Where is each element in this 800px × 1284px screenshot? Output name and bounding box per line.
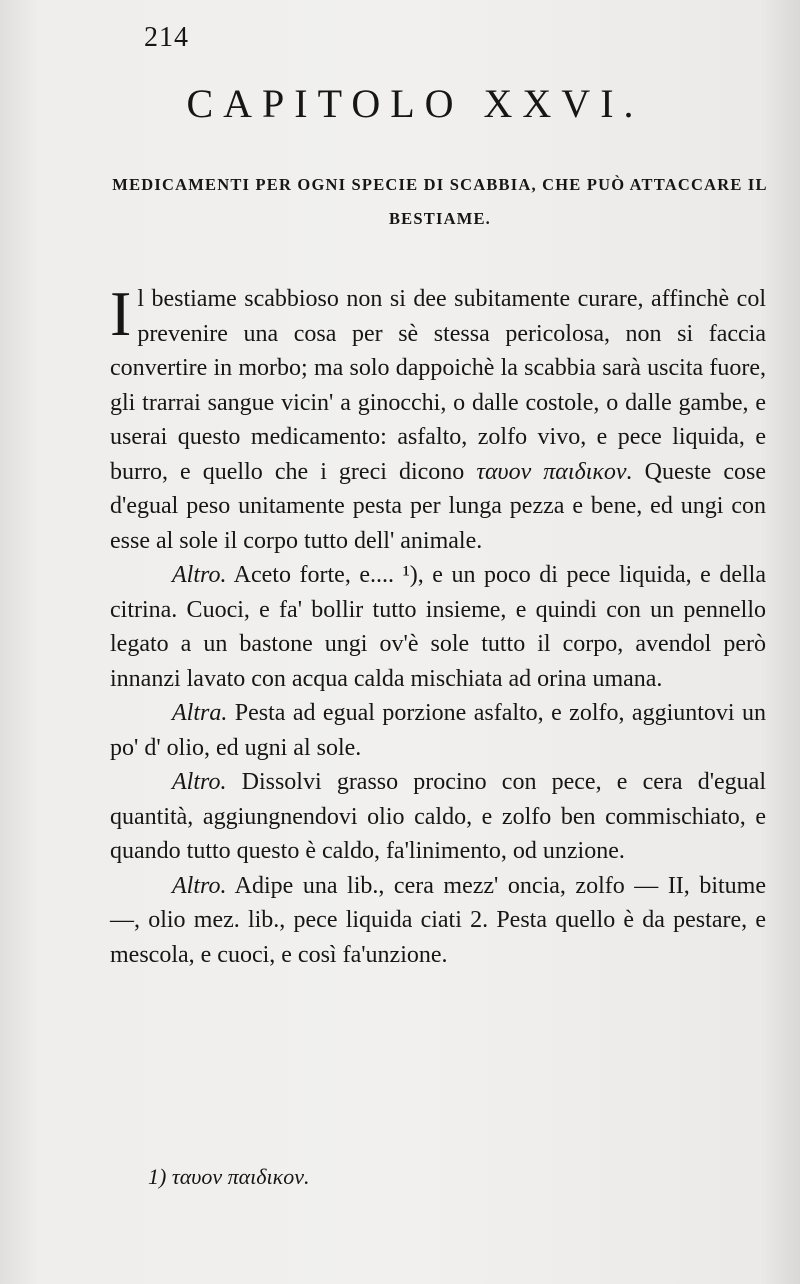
paragraph-3: [110, 696, 766, 765]
chapter-title: CAPITOLO XXVI.: [186, 81, 644, 126]
greek-term: ταυον παιδικον.: [476, 458, 633, 485]
paragraph-5: [110, 869, 766, 973]
body-text: [110, 278, 767, 972]
paragraph-4-text: Dissolvi grasso procino con pece, e cera d'egual quantità, aggiungnendovi olio caldo, e zolfo ben commischiato, e quando tutto questo è caldo, fa'linimento, od unzione.: [110, 769, 766, 864]
recipe-label: Altro.: [172, 872, 227, 899]
chapter-subtitle: MEDICAMENTI PER OGNI SPECIE DI SCABBIA, CHE PUÒ ATTACCARE IL BESTIAME.: [112, 175, 768, 228]
paragraph-1-text-a: l bestiame scabbioso non si dee subitamente curare, affinchè col prevenire una cosa per sè stessa pericolosa, non si faccia convertire in morbo; ma solo dappoichè la scabbia sarà uscita fuore, gli trarrai sangue vicin' a ginocchi, o dalle costole, o dalle gambe, e userai questo medicamento: asfalto, zolfo vivo, e pece liquida, e burro, e quello che i greci dicono: [110, 286, 766, 485]
recipe-label: Altra.: [172, 700, 228, 726]
recipe-label: Altro.: [172, 769, 227, 795]
paragraph-2-text: Aceto forte, e.... ¹), e un poco di pece liquida, e della citrina. Cuoci, e fa' bollir tutto insieme, e quindi con un pennello legato a un bastone ungi ov'è sole tutto il corpo, avendol però innanzi lavato con acqua calda mischiata ad orina umana.: [110, 562, 766, 692]
paragraph-3-text: Pesta ad egual porzione asfalto, e zolfo, aggiuntovi un po' d' olio, ed ugni al sole.: [110, 700, 766, 761]
footnote-marker: 1): [148, 1164, 167, 1189]
footnote: [148, 1164, 309, 1190]
recipe-label: Altro.: [172, 562, 227, 588]
paragraph-1: [110, 278, 767, 558]
paragraph-1-text-b: Queste cose d'egual peso unitamente pesta per lunga pezza e bene, ed ungi con esse al sole il corpo tutto dell' animale.: [110, 458, 767, 554]
footnote-text: ταυον παιδικον.: [166, 1164, 310, 1189]
drop-cap: I: [110, 278, 132, 349]
paragraph-4: [110, 765, 766, 869]
paragraph-5-text: Adipe una lib., cera mezz' oncia, zolfo — II, bitume —, olio mez. lib., pece liquida ciati 2. Pesta quello è da pestare, e mescola, e cuoci, e così fa'unzione.: [110, 872, 766, 968]
page-number: 214: [144, 22, 189, 53]
paragraph-2: [110, 558, 766, 696]
